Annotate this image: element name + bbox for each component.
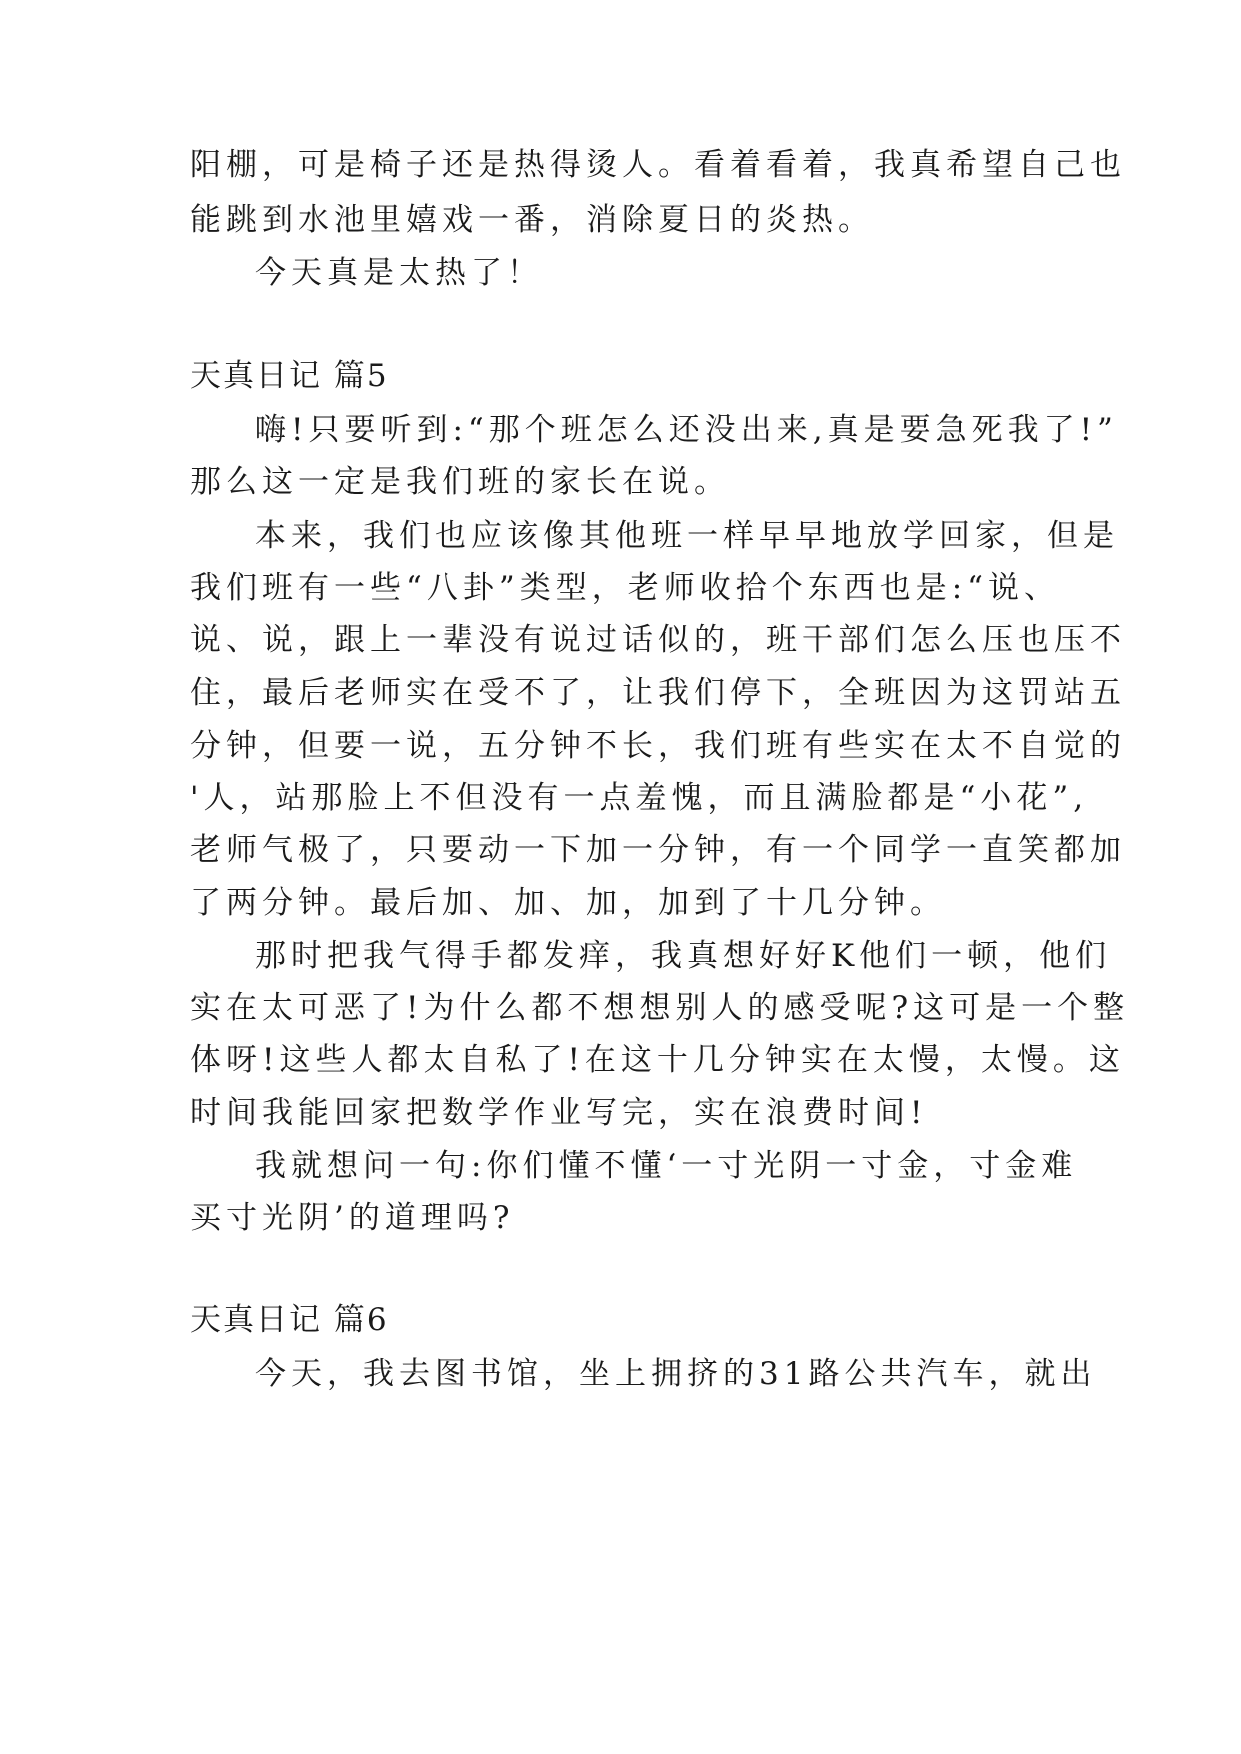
paragraph-line: 说、说，跟上一辈没有说过话似的，班干部们怎么压也压不 [190, 622, 1126, 658]
paragraph-line: 嗨!只要听到:“那个班怎么还没出来,真是要急死我了!” [255, 412, 1118, 448]
paragraph-line: 住，最后老师实在受不了，让我们停下，全班因为这罚站五 [190, 675, 1126, 711]
paragraph-line: 时间我能回家把数学作业写完，实在浪费时间! [190, 1095, 928, 1131]
paragraph-line: 老师气极了，只要动一下加一分钟，有一个同学一直笑都加 [190, 832, 1126, 868]
section-heading: 天真日记 篇6 [190, 1302, 389, 1338]
paragraph-line: 阳棚，可是椅子还是热得烫人。看着看着，我真希望自己也 [190, 147, 1126, 183]
paragraph-line: 今天真是太热了！ [255, 255, 543, 291]
paragraph-line: '人，站那脸上不但没有一点羞愧，而且满脸都是“小花”, [190, 780, 1089, 816]
paragraph-line: 今天，我去图书馆，坐上拥挤的31路公共汽车，就出 [255, 1356, 1097, 1392]
paragraph-line: 能跳到水池里嬉戏一番，消除夏日的炎热。 [190, 202, 874, 238]
paragraph-line: 那时把我气得手都发痒，我真想好好K他们一顿，他们 [255, 938, 1112, 974]
paragraph-line: 买寸光阴’的道理吗? [190, 1200, 515, 1236]
paragraph-line: 体呀!这些人都太自私了!在这十几分钟实在太慢，太慢。这 [190, 1042, 1125, 1078]
paragraph-line: 了两分钟。最后加、加、加，加到了十几分钟。 [190, 885, 946, 921]
paragraph-line: 我就想问一句:你们懂不懂‘一寸光阴一寸金，寸金难 [255, 1148, 1078, 1184]
section-heading: 天真日记 篇5 [190, 358, 389, 394]
paragraph-line: 那么这一定是我们班的家长在说。 [190, 464, 730, 500]
paragraph-line: 实在太可恶了!为什么都不想想别人的感受呢?这可是一个整 [190, 990, 1130, 1026]
paragraph-line: 本来，我们也应该像其他班一样早早地放学回家，但是 [255, 518, 1119, 554]
paragraph-line: 分钟，但要一说，五分钟不长，我们班有些实在太不自觉的 [190, 728, 1126, 764]
paragraph-line: 我们班有一些“八卦”类型，老师收拾个东西也是:“说、 [190, 570, 1060, 606]
